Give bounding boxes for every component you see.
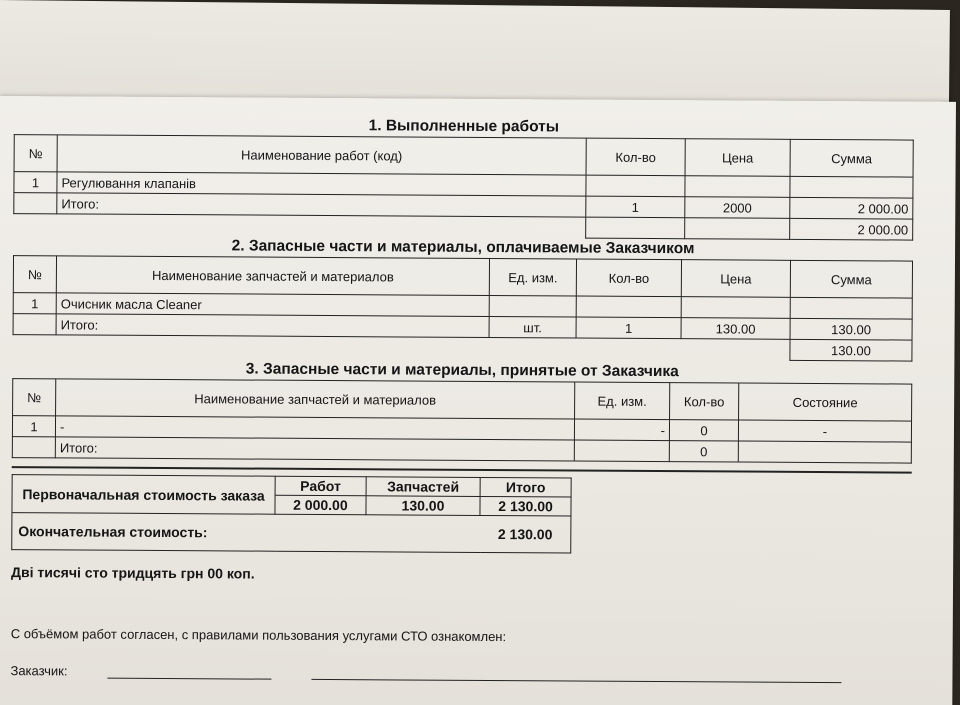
document-content — [10, 114, 913, 683]
final-cost-value: 2 130.00 — [480, 515, 571, 553]
divider — [12, 466, 912, 473]
col-work-name: Наименование работ (код) — [57, 135, 586, 175]
table-row: Итого: шт. 1 130.00 130.00 — [13, 314, 912, 340]
works-table — [13, 134, 914, 240]
table-row: Итого: 1 2000 2 000.00 — [14, 193, 913, 219]
final-cost-label: Окончательная стоимость: — [12, 513, 480, 553]
table-row: 1 - - 0 - — [12, 416, 911, 442]
section1-title: 1. Выполненные работы — [368, 117, 560, 136]
table-row: 1 Очисник масла Cleaner — [13, 293, 912, 319]
cost-summary: Первоначальная стоимость заказа Работ Запчастей Итого 2 000.00 130.00 2 130.00 Окончательная стоимость: 2 130.00 — [11, 474, 571, 553]
agreement-text: С объёмом работ согласен, с правилами пользования услугами СТО ознакомлен: — [10, 626, 507, 645]
col-sum: Сумма — [790, 139, 913, 177]
section2-total: 130.00 — [790, 339, 912, 361]
initial-cost-label: Первоначальная стоимость заказа — [12, 475, 275, 515]
signature-line — [107, 668, 271, 680]
customer-label: Заказчик: — [10, 663, 68, 679]
name-line — [311, 669, 841, 683]
works-cost: 2 000.00 — [275, 495, 366, 515]
amount-in-words: Дві тисячі сто тридцять грн 00 коп. — [11, 564, 255, 582]
col-price: Цена — [685, 139, 790, 177]
section3-title: 3. Запасные части и материалы, принятые от Заказчика — [245, 360, 679, 381]
total-cost: 2 130.00 — [480, 496, 571, 516]
table-row: Итого: 0 — [12, 437, 911, 463]
parts-cost: 130.00 — [366, 496, 480, 516]
section2-title: 2. Запасные части и материалы, оплачиваемые Заказчиком — [231, 237, 695, 258]
document-page — [0, 96, 956, 705]
col-qty: Кол-во — [586, 138, 685, 176]
parts-table: № Наименование запчастей и материалов Ед. изм. Кол-во Цена Сумма 1 Очисник масла Cleaner Итого: шт. 1 130.00 130.00 130.00 — [12, 255, 913, 361]
received-parts-table: № Наименование запчастей и материалов Ед. изм. Кол-во Состояние 1 - - 0 - Итого: 0 — [12, 378, 912, 463]
total-row — [13, 335, 912, 361]
section1-total: 2 000.00 — [790, 218, 913, 240]
customer-signature-row — [10, 663, 910, 683]
col-number: № — [14, 135, 57, 172]
table-row: 1 Регулювання клапанів — [14, 172, 913, 198]
